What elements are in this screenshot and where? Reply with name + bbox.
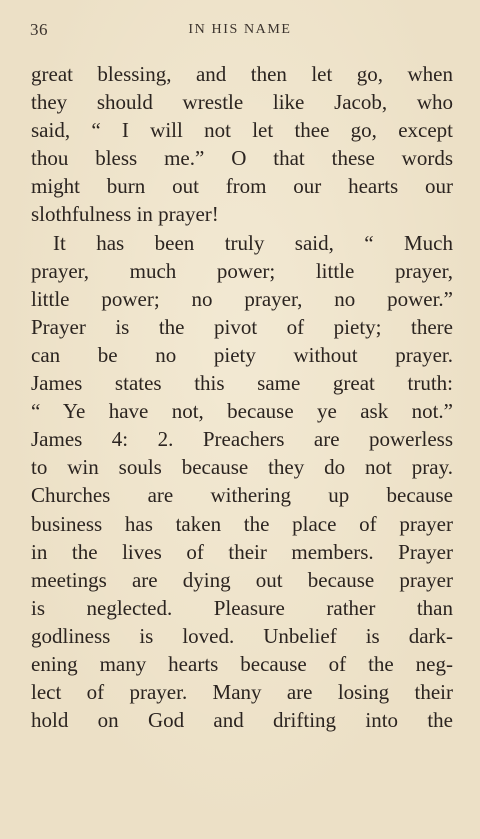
- running-title: IN HIS NAME: [188, 22, 292, 37]
- page-number: 36: [30, 20, 48, 39]
- text-line: is neglected. Pleasure rather than: [31, 595, 453, 620]
- text-line: business has taken the place of prayer: [31, 511, 453, 536]
- text-line: little power; no prayer, no power.”: [31, 286, 453, 311]
- text-line: said, “ I will not let thee go, except: [31, 118, 453, 143]
- text-line: might burn out from our hearts our: [31, 174, 453, 199]
- text-line: James states this same great truth:: [31, 371, 453, 396]
- text-line: in the lives of their members. Prayer: [31, 539, 453, 564]
- running-head: [30, 20, 450, 42]
- body-text: [31, 60, 453, 734]
- text-line: to win souls because they do not pray.: [31, 455, 453, 480]
- text-line: Prayer is the pivot of piety; there: [31, 314, 453, 339]
- text-line: godliness is loved. Unbelief is dark-: [31, 623, 453, 648]
- text-line: slothfulness in prayer!: [31, 202, 219, 227]
- text-line: hold on God and drifting into the: [31, 708, 453, 733]
- text-line: “ Ye have not, because ye ask not.”: [31, 399, 453, 424]
- text-line: Churches are withering up because: [31, 483, 453, 508]
- text-line: prayer, much power; little prayer,: [31, 258, 453, 283]
- text-line: great blessing, and then let go, when: [31, 62, 453, 86]
- text-line: ening many hearts because of the neg-: [31, 651, 453, 676]
- text-line: they should wrestle like Jacob, who: [31, 90, 453, 115]
- text-line: meetings are dying out because prayer: [31, 567, 453, 592]
- text-line: can be no piety without prayer.: [31, 342, 453, 367]
- text-line: thou bless me.” O that these words: [31, 146, 453, 171]
- text-line: James 4: 2. Preachers are powerless: [31, 427, 453, 452]
- text-line: It has been truly said, “ Much: [53, 230, 453, 255]
- text-line: lect of prayer. Many are losing their: [31, 680, 453, 705]
